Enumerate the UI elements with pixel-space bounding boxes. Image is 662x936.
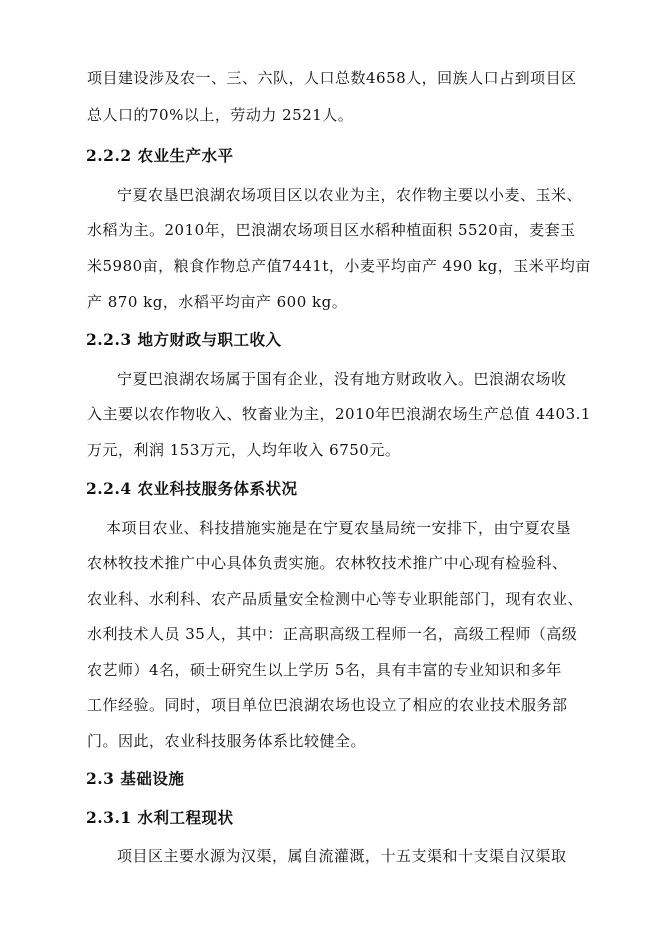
paragraph-line: 农艺师）4名，硕士研究生以上学历 5名，具有丰富的专业知识和多年 [87, 661, 562, 679]
section-heading-2-3: 2.3 基础设施 [86, 769, 185, 788]
paragraph-line: 农林牧技术推广中心具体负责实施。农林牧技术推广中心现有检验科、 [87, 554, 568, 572]
paragraph-line: 产 870 kg，水稻平均亩产 600 kg。 [87, 293, 348, 311]
section-heading-2-2-2: 2.2.2 农业生产水平 [86, 146, 234, 165]
paragraph-line: 万元，利润 153万元，人均年收入 6750元。 [87, 441, 401, 459]
paragraph-line: 宁夏农垦巴浪湖农场项目区以农业为主，农作物主要以小麦、玉米、 [117, 186, 583, 204]
paragraph-line: 门。因此，农业科技服务体系比较健全。 [87, 732, 367, 750]
paragraph-line: 本项目农业、科技措施实施是在宁夏农垦局统一安排下，由宁夏农垦 [106, 519, 572, 537]
paragraph-line: 入主要以农作物收入、牧畜业为主，2010年巴浪湖农场生产总值 4403.1 [87, 405, 591, 423]
section-heading-2-2-3: 2.2.3 地方财政与职工收入 [86, 330, 282, 349]
paragraph-line: 总人口的70%以上，劳动力 2521人。 [87, 106, 354, 124]
paragraph-line: 宁夏巴浪湖农场属于国有企业，没有地方财政收入。巴浪湖农场收 [117, 370, 567, 388]
section-heading-2-2-4: 2.2.4 农业科技服务体系状况 [86, 479, 298, 498]
paragraph-line: 水利技术人员 35人，其中：正高职高级工程师一名，高级工程师（高级 [87, 625, 578, 643]
paragraph-line: 农业科、水利科、农产品质量安全检测中心等专业职能部门，现有农业、 [87, 590, 584, 608]
paragraph-line: 工作经验。同时，项目单位巴浪湖农场也设立了相应的农业技术服务部 [87, 696, 568, 714]
paragraph-line: 项目建设涉及农一、三、六队，人口总数4658人，回族人口占到项目区 [87, 69, 577, 87]
paragraph-line: 米5980亩，粮食作物总产值7441t，小麦平均亩产 490 kg，玉米平均亩 [87, 257, 591, 275]
paragraph-line: 水稻为主。2010年，巴浪湖农场项目区水稻种植面积 5520亩，麦套玉 [87, 221, 576, 239]
paragraph-line: 项目区主要水源为汉渠，属自流灌溉，十五支渠和十支渠自汉渠取 [117, 847, 567, 865]
section-heading-2-3-1: 2.3.1 水利工程现状 [86, 808, 234, 827]
